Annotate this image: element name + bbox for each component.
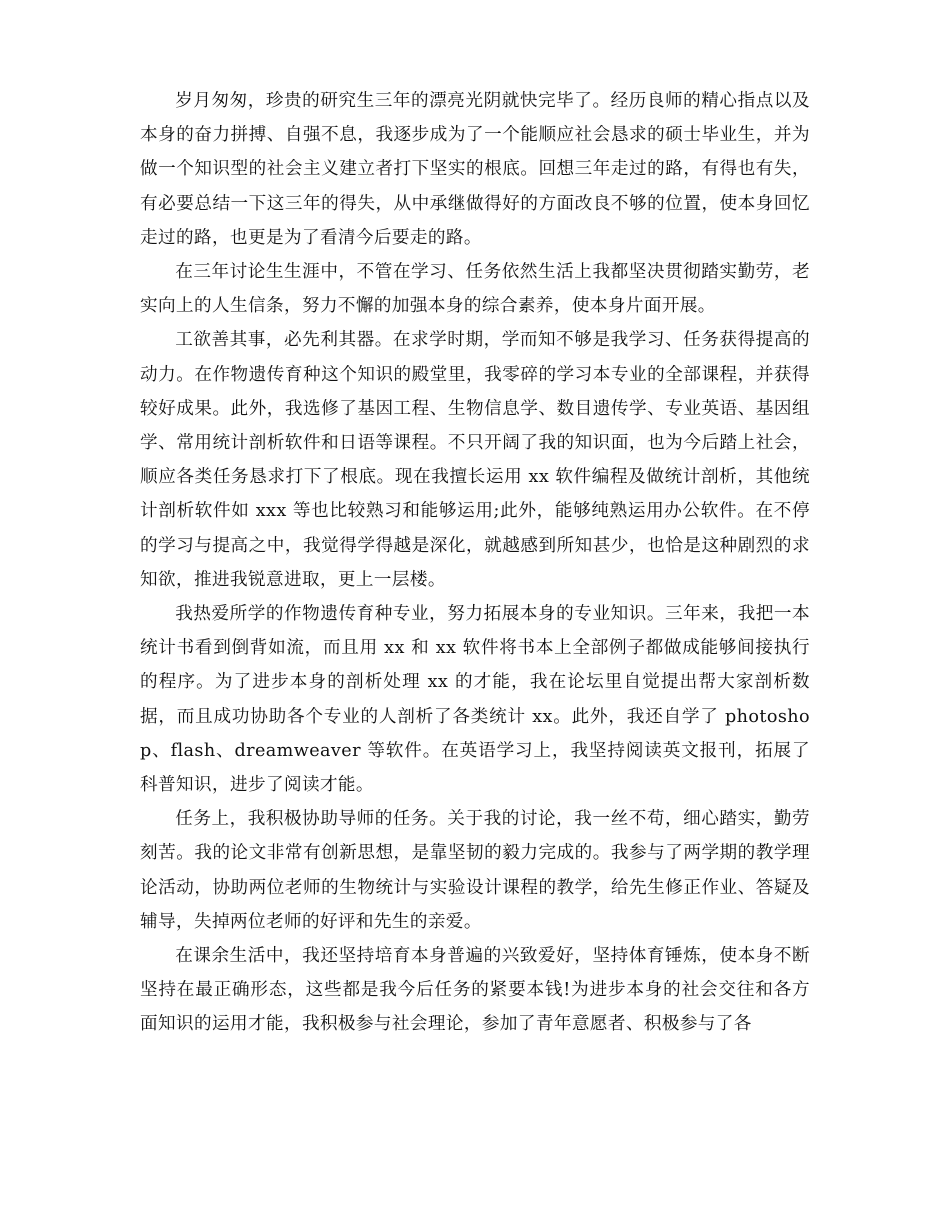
paragraph-5: 任务上，我积极协助导师的任务。关于我的讨论，我一丝不苟，细心踏实，勤劳刻苦。我的论文非常有创新思想，是靠坚韧的毅力完成的。我参与了两学期的教学理论活动，协助两位老师的生物统计与实验设计课程的教学，给先生修正作业、答疑及辅导，失掉两位老师的好评和先生的亲爱。 [140,809,810,932]
paragraph-2: 在三年讨论生生涯中，不管在学习、任务依然生活上我都坚决贯彻踏实勤劳，老实向上的人生信条，努力不懈的加强本身的综合素养，使本身片面开展。 [140,262,810,317]
paragraph-1: 岁月匆匆，珍贵的研究生三年的漂亮光阴就快完毕了。经历良师的精心指点以及本身的奋力拼搏、自强不息，我逐步成为了一个能顺应社会恳求的硕士毕业生，并为做一个知识型的社会主义建立者打下坚实的根底。回想三年走过的路，有得也有失，有必要总结一下这三年的得失，从中承继做得好的方面改良不够的位置，使本身回忆走过的路，也更是为了看清今后要走的路。 [140,91,810,248]
paragraph-4: 我热爱所学的作物遗传育种专业，努力拓展本身的专业知识。三年来，我把一本统计书看到倒背如流，而且用 xx 和 xx 软件将书本上全部例子都做成能够间接执行的程序。为了进步本身的剖析处理 xx 的才能，我在论坛里自觉提出帮大家剖析数据，而且成功协助各个专业的人剖析了各类统计 xx。此外，我还自学了 photoshop、flash、dreamweaver 等软件。在英语学习上，我坚持阅读英文报刊，拓展了科普知识，进步了阅读才能。 [140,604,810,796]
paragraph-3: 工欲善其事，必先利其器。在求学时期，学而知不够是我学习、任务获得提高的动力。在作物遗传育种这个知识的殿堂里，我零碎的学习本专业的全部课程，并获得较好成果。此外，我选修了基因工程、生物信息学、数目遗传学、专业英语、基因组学、常用统计剖析软件和日语等课程。不只开阔了我的知识面，也为今后踏上社会，顺应各类任务恳求打下了根底。现在我擅长运用 xx 软件编程及做统计剖析，其他统计剖析软件如 xxx 等也比较熟习和能够运用;此外，能够纯熟运用办公软件。在不停的学习与提高之中，我觉得学得越是深化，就越感到所知甚少，也恰是这种剧烈的求知欲，推进我锐意进取，更上一层楼。 [140,330,810,590]
document-body [140,84,810,1042]
paragraph-6: 在课余生活中，我还坚持培育本身普遍的兴致爱好，坚持体育锤炼，使本身不断坚持在最正确形态，这些都是我今后任务的紧要本钱!为进步本身的社会交往和各方面知识的运用才能，我积极参与社会理论，参加了青年意愿者、积极参与了各 [140,946,810,1035]
